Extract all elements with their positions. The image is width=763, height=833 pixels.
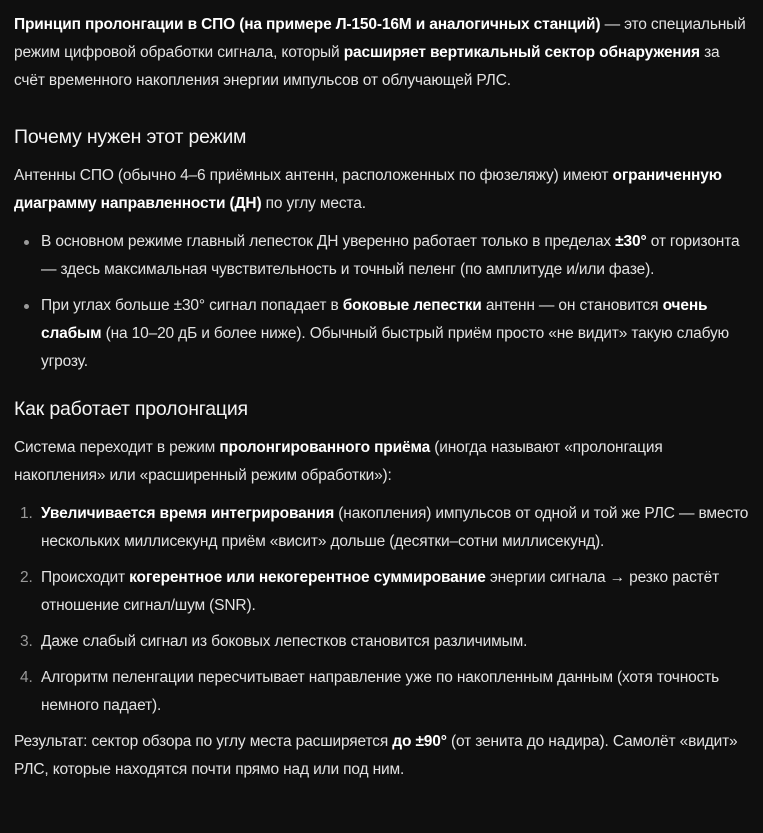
list-number: 4. — [20, 669, 33, 686]
list-item — [14, 564, 749, 620]
intro-text: — это специальный режим цифровой обработки сигнала, который — [14, 16, 746, 61]
intro-paragraph — [14, 11, 749, 95]
intro-bold-title: Принцип пролонгации в СПО (на примере Л-150-16М и аналогичных станций) — [14, 16, 601, 33]
list-item — [14, 628, 749, 656]
list-number: 3. — [20, 633, 33, 650]
section1-bold: ограниченную диаграмму направленности (ДН) — [14, 167, 722, 212]
result-text-end: (от зенита до надира). Самолёт «видит» РЛС, которые находятся почти прямо над или под ним. — [14, 733, 738, 778]
step-text: Алгоритм пеленгации пересчитывает направление уже по накопленным данным (хотя точность немного падает). — [41, 669, 720, 714]
numbered-list — [14, 500, 749, 720]
bullet-text: от горизонта — здесь максимальная чувствительность и точный пеленг (по амплитуде и/или фазе). — [41, 233, 740, 278]
intro-text-end: за счёт временного накопления энергии импульсов от облучающей РЛС. — [14, 44, 720, 89]
section2-text-end: (иногда называют «пролонгация накопления» или «расширенный режим обработки»): — [14, 439, 663, 484]
list-item — [14, 292, 749, 376]
bullet-bold: боковые лепестки — [342, 297, 482, 314]
step-bold: когерентное или некогерентное суммирование — [129, 569, 486, 586]
section2-text: Система переходит в режим — [14, 439, 220, 456]
bullet-text: В основном режиме главный лепесток ДН уверенно работает только в пределах — [41, 233, 616, 250]
bullet-icon — [24, 240, 29, 245]
section2-paragraph — [14, 434, 749, 490]
step-bold: Увеличивается время интегрирования — [41, 505, 335, 522]
step-text: (накопления) импульсов от одной и той же РЛС — вместо нескольких миллисекунд приём «висит» дольше (десятки–сотни миллисекунд). — [41, 505, 749, 550]
bullet-bold: очень слабым — [41, 297, 708, 342]
bullet-text: При углах больше ±30° сигнал попадает в — [41, 297, 343, 314]
bullet-bold: ±30° — [615, 233, 647, 250]
section-heading-how: Как работает пролонгация — [14, 398, 248, 420]
step-text: Происходит — [41, 569, 130, 586]
step-text: энергии сигнала → резко растёт — [485, 569, 720, 586]
step-text: Даже слабый сигнал из боковых лепестков становится различимым. — [41, 633, 528, 650]
intro-bold-highlight: расширяет вертикальный сектор обнаружения — [343, 44, 700, 61]
section1-paragraph — [14, 162, 749, 218]
bullet-list — [14, 228, 749, 376]
step-text: отношение сигнал/шум (SNR). — [41, 597, 256, 614]
list-number: 1. — [20, 505, 33, 522]
list-item — [14, 664, 749, 720]
section1-text-end: по углу места. — [261, 195, 366, 212]
section-heading-why: Почему нужен этот режим — [14, 126, 247, 148]
bullet-text: (на 10–20 дБ и более ниже). Обычный быстрый приём просто «не видит» такую слабую угрозу. — [41, 325, 730, 370]
section2-bold: пролонгированного приёма — [219, 439, 431, 456]
result-text: Результат: сектор обзора по углу места расширяется — [14, 733, 393, 750]
step-line — [41, 569, 719, 586]
bullet-icon — [24, 304, 29, 309]
list-item — [14, 500, 749, 556]
section1-text: Антенны СПО (обычно 4–6 приёмных антенн, расположенных по фюзеляжу) имеют — [14, 167, 613, 184]
bullet-text: антенн — он становится — [481, 297, 663, 314]
list-item — [14, 228, 749, 284]
result-bold: до ±90° — [392, 733, 447, 750]
list-number: 2. — [20, 569, 33, 586]
result-paragraph — [14, 728, 749, 784]
